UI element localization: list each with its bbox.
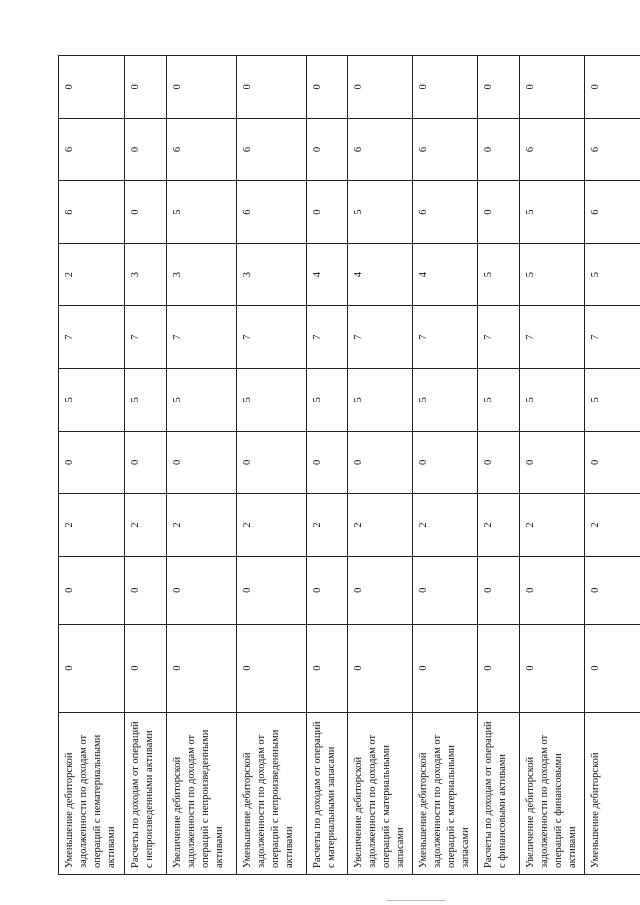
code-digit-cell: 5 (585, 369, 640, 432)
code-digit-cell: 2 (413, 494, 478, 557)
code-digit-cell: 0 (307, 431, 348, 494)
code-digit-cell: 6 (348, 118, 413, 181)
table-row (478, 56, 520, 875)
code-digit-cell: 0 (585, 624, 640, 712)
code-digit-cell: 0 (167, 56, 237, 119)
code-digit-cell: 0 (237, 56, 307, 119)
code-digit-cell: 4 (348, 243, 413, 306)
row-label-cell: Расчеты по доходам от операций с материальными запасами (307, 712, 348, 874)
code-digit-cell: 0 (307, 556, 348, 624)
table-row (520, 56, 585, 875)
code-digit-cell: 5 (125, 369, 167, 432)
table-row (585, 56, 640, 875)
code-digit-cell: 0 (307, 624, 348, 712)
accounts-table (58, 55, 640, 875)
code-digit-cell: 0 (585, 56, 640, 119)
code-digit-cell: 7 (348, 306, 413, 369)
code-digit-cell: 0 (413, 56, 478, 119)
row-label-cell: Уменьшение дебиторской задолженности по доходам от операций с нематериальными активами (59, 712, 125, 874)
row-label-cell: Расчеты по доходам от операций с финансовыми активами (478, 712, 520, 874)
code-digit-cell: 0 (307, 118, 348, 181)
code-digit-cell: 0 (348, 431, 413, 494)
code-digit-cell: 7 (237, 306, 307, 369)
code-digit-cell: 2 (585, 494, 640, 557)
table-row (125, 56, 167, 875)
code-digit-cell: 7 (520, 306, 585, 369)
table-row (237, 56, 307, 875)
code-digit-cell: 0 (478, 118, 520, 181)
code-digit-cell: 0 (348, 556, 413, 624)
code-digit-cell: 5 (478, 243, 520, 306)
code-digit-cell: 0 (125, 56, 167, 119)
table-row (167, 56, 237, 875)
code-digit-cell: 5 (520, 181, 585, 244)
code-digit-cell: 2 (59, 494, 125, 557)
code-digit-cell: 2 (237, 494, 307, 557)
code-digit-cell: 3 (237, 243, 307, 306)
code-digit-cell: 2 (307, 494, 348, 557)
row-label-cell: Уменьшение дебиторской (585, 712, 640, 874)
code-digit-cell: 0 (237, 624, 307, 712)
code-digit-cell: 6 (237, 181, 307, 244)
code-digit-cell: 0 (59, 56, 125, 119)
code-digit-cell: 0 (413, 624, 478, 712)
code-digit-cell: 0 (307, 56, 348, 119)
code-digit-cell: 0 (59, 624, 125, 712)
table-row (413, 56, 478, 875)
code-digit-cell: 0 (59, 556, 125, 624)
code-digit-cell: 2 (520, 494, 585, 557)
code-digit-cell: 7 (585, 306, 640, 369)
table-row (59, 56, 125, 875)
code-digit-cell: 0 (413, 431, 478, 494)
code-digit-cell: 3 (167, 243, 237, 306)
code-digit-cell: 0 (307, 181, 348, 244)
code-digit-cell: 0 (125, 181, 167, 244)
row-label-cell: Увеличение дебиторской задолженности по доходам от операций с материальными запасами (348, 712, 413, 874)
code-digit-cell: 7 (125, 306, 167, 369)
code-digit-cell: 0 (585, 431, 640, 494)
code-digit-cell: 0 (237, 556, 307, 624)
code-digit-cell: 6 (585, 118, 640, 181)
code-digit-cell: 2 (125, 494, 167, 557)
row-label-cell: Расчеты по доходам от операций с непроизведенными активами (125, 712, 167, 874)
code-digit-cell: 0 (478, 181, 520, 244)
code-digit-cell: 5 (413, 369, 478, 432)
code-digit-cell: 7 (307, 306, 348, 369)
code-digit-cell: 0 (520, 431, 585, 494)
code-digit-cell: 7 (59, 306, 125, 369)
code-digit-cell: 6 (520, 118, 585, 181)
code-digit-cell: 5 (520, 369, 585, 432)
row-label-cell: Уменьшение дебиторской задолженности по доходам от операций с непроизведенными активами (237, 712, 307, 874)
code-digit-cell: 0 (125, 556, 167, 624)
code-digit-cell: 0 (520, 624, 585, 712)
code-digit-cell: 5 (167, 369, 237, 432)
code-digit-cell: 0 (59, 431, 125, 494)
code-digit-cell: 0 (125, 431, 167, 494)
code-digit-cell: 0 (585, 556, 640, 624)
row-label-cell: Увеличение дебиторской задолженности по доходам от операций с непроизведенными активами (167, 712, 237, 874)
code-digit-cell: 5 (585, 243, 640, 306)
code-digit-cell: 2 (59, 243, 125, 306)
code-digit-cell: 6 (59, 118, 125, 181)
code-digit-cell: 7 (478, 306, 520, 369)
code-digit-cell: 6 (167, 118, 237, 181)
code-digit-cell: 0 (478, 624, 520, 712)
code-digit-cell: 0 (167, 624, 237, 712)
code-digit-cell: 5 (478, 369, 520, 432)
code-digit-cell: 0 (167, 431, 237, 494)
row-label-cell: Уменьшение дебиторской задолженности по доходам от операций с материальными запасами (413, 712, 478, 874)
code-digit-cell: 0 (167, 556, 237, 624)
code-digit-cell: 2 (478, 494, 520, 557)
code-digit-cell: 0 (478, 431, 520, 494)
scan-edge-mark (386, 900, 446, 901)
code-digit-cell: 0 (413, 556, 478, 624)
code-digit-cell: 0 (520, 56, 585, 119)
code-digit-cell: 6 (413, 181, 478, 244)
code-digit-cell: 5 (237, 369, 307, 432)
code-digit-cell: 0 (478, 56, 520, 119)
code-digit-cell: 0 (237, 431, 307, 494)
table-row (348, 56, 413, 875)
rotated-page-content (58, 55, 601, 875)
code-digit-cell: 2 (348, 494, 413, 557)
code-digit-cell: 0 (478, 556, 520, 624)
code-digit-cell: 0 (520, 556, 585, 624)
code-digit-cell: 5 (348, 181, 413, 244)
code-digit-cell: 6 (585, 181, 640, 244)
code-digit-cell: 6 (413, 118, 478, 181)
code-digit-cell: 7 (413, 306, 478, 369)
code-digit-cell: 7 (167, 306, 237, 369)
code-digit-cell: 0 (348, 624, 413, 712)
code-digit-cell: 6 (237, 118, 307, 181)
code-digit-cell: 5 (167, 181, 237, 244)
code-digit-cell: 3 (125, 243, 167, 306)
code-digit-cell: 5 (520, 243, 585, 306)
code-digit-cell: 0 (125, 624, 167, 712)
code-digit-cell: 2 (167, 494, 237, 557)
table-row (307, 56, 348, 875)
code-digit-cell: 4 (413, 243, 478, 306)
code-digit-cell: 0 (125, 118, 167, 181)
code-digit-cell: 5 (59, 369, 125, 432)
table-body (59, 56, 640, 875)
code-digit-cell: 4 (307, 243, 348, 306)
code-digit-cell: 5 (348, 369, 413, 432)
code-digit-cell: 0 (348, 56, 413, 119)
code-digit-cell: 5 (307, 369, 348, 432)
row-label-cell: Увеличение дебиторской задолженности по доходам от операций с финансовыми активами (520, 712, 585, 874)
code-digit-cell: 6 (59, 181, 125, 244)
